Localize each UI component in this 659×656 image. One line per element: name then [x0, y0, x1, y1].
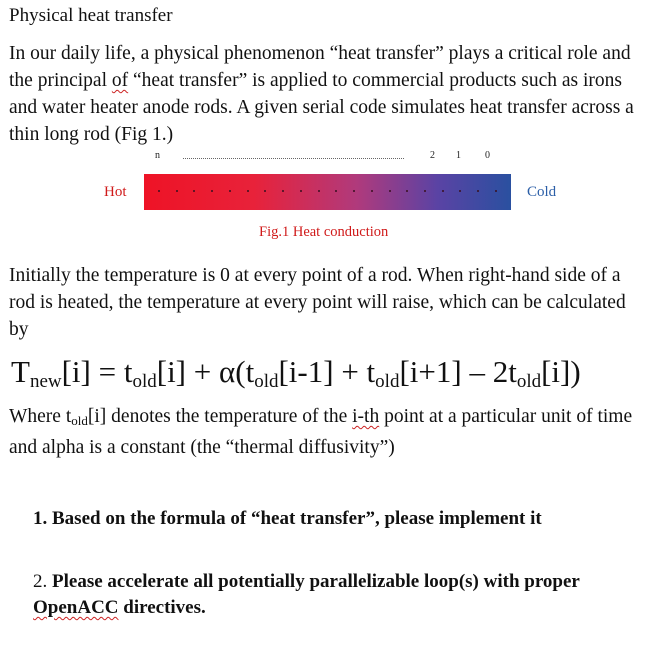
scale-label-0: 0 — [485, 150, 490, 161]
explanation-paragraph: Initially the temperature is 0 at every point of a rod. When right-hand side of a rod is heated, the temperature at every point will raise, which can be calculated by — [9, 265, 626, 340]
spellcheck-flagged-word[interactable]: of — [111, 70, 129, 91]
definition-paragraph: Where $t_{old}[i]$ denotes the temperature of the i-th point at a particular unit of time and alpha is a constant (the “thermal diffusivity”) — [9, 406, 633, 458]
question-2: 2. Please accelerate all potentially parallelizable loop(s) with proper OpenACC directives. — [33, 571, 580, 618]
page-title: Physical heat transfer — [9, 5, 173, 26]
scale-dotted-line — [183, 158, 404, 159]
cold-label: Cold — [527, 184, 557, 200]
question-1: 1. Based on the formula of “heat transfer”, please implement it — [33, 508, 542, 529]
scale-label-2: 2 — [430, 150, 435, 161]
rod-points — [158, 190, 497, 192]
scale-label-1: 1 — [456, 150, 461, 161]
heat-conduction-figure — [0, 146, 659, 246]
question-2-number: 2. — [33, 571, 52, 592]
heat-formula: $T_{new}[i] = t_{old}[i] + \alpha(t_{old}[i-1] + t_{old}[i+1] - 2t_{old}[i])$ — [11, 354, 581, 392]
rod-gradient-bar — [144, 174, 511, 210]
hot-label: Hot — [104, 184, 127, 200]
spellcheck-flagged-word[interactable]: i-th — [352, 406, 380, 427]
intro-paragraph — [9, 40, 649, 148]
scale-label-n: n — [155, 150, 160, 161]
spellcheck-flagged-word[interactable]: OpenACC — [33, 597, 119, 618]
intro-text-1: In our daily life, a physical phenomenon “heat transfer” plays a critical role and the principal — [9, 43, 631, 91]
figure-caption: Fig.1 Heat conduction — [259, 224, 389, 240]
intro-text-2: “heat transfer” is applied to commercial products such as irons and water heater anode rods. A given serial code simulates heat transfer across a thin long rod (Fig 1.) — [9, 70, 634, 145]
